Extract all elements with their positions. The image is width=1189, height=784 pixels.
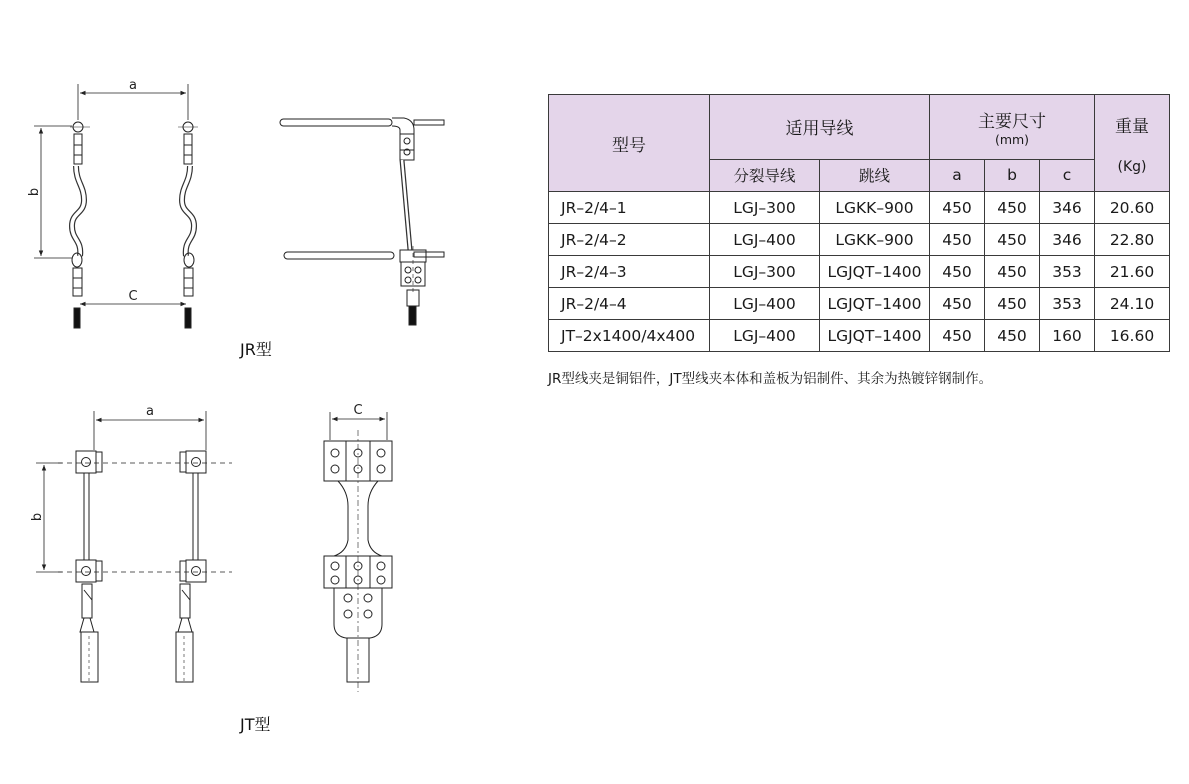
jr-dim-c-label: C (128, 289, 138, 304)
cell-split: LGJ–300 (710, 256, 820, 288)
table-row (549, 192, 1170, 224)
jt-front-view (36, 411, 232, 682)
cell-b: 450 (985, 256, 1040, 288)
jt-caption: JT型 (240, 715, 271, 734)
header-dim-a: a (930, 159, 985, 191)
cell-a: 450 (930, 192, 985, 224)
cell-model: JR–2/4–2 (549, 224, 710, 256)
header-dimensions-unit: (mm) (994, 131, 1030, 147)
cell-c: 346 (1040, 224, 1095, 256)
jr-front-view (34, 84, 198, 328)
cell-b: 450 (985, 320, 1040, 352)
jt-dim-c-label: C (353, 403, 363, 418)
header-dimensions: 主要尺寸 (mm) (930, 95, 1095, 160)
material-note: JR型线夹是铜铝件，JT型线夹本体和盖板为铝制件、其余为热镀锌钢制作。 (548, 371, 993, 387)
jr-dim-a-label: a (129, 78, 137, 93)
cell-model: JR–2/4–3 (549, 256, 710, 288)
header-weight-unit: (Kg) (1117, 158, 1147, 175)
cell-c: 160 (1040, 320, 1095, 352)
cell-c: 353 (1040, 288, 1095, 320)
cell-split: LGJ–400 (710, 288, 820, 320)
cell-jumper: LGKK–900 (820, 192, 930, 224)
cell-c: 346 (1040, 192, 1095, 224)
header-weight: 重量 (Kg) (1095, 95, 1170, 192)
jt-side-view (324, 412, 392, 692)
header-conductor: 适用导线 (710, 95, 930, 160)
cell-c: 353 (1040, 256, 1095, 288)
header-jumper: 跳线 (820, 159, 930, 191)
cell-weight: 21.60 (1095, 256, 1170, 288)
table-row (549, 288, 1170, 320)
cell-weight: 16.60 (1095, 320, 1170, 352)
header-model: 型号 (549, 95, 710, 192)
jr-caption: JR型 (240, 340, 272, 359)
table-row (549, 320, 1170, 352)
cell-weight: 22.80 (1095, 224, 1170, 256)
cell-split: LGJ–400 (710, 224, 820, 256)
cell-b: 450 (985, 288, 1040, 320)
cell-split: LGJ–300 (710, 192, 820, 224)
cell-jumper: LGKK–900 (820, 224, 930, 256)
cell-weight: 24.10 (1095, 288, 1170, 320)
cell-model: JT–2x1400/4x400 (549, 320, 710, 352)
header-row-1 (549, 95, 1170, 160)
cell-weight: 20.60 (1095, 192, 1170, 224)
cell-a: 450 (930, 256, 985, 288)
cell-model: JR–2/4–4 (549, 288, 710, 320)
spec-table (548, 94, 1170, 352)
cell-b: 450 (985, 192, 1040, 224)
cell-split: LGJ–400 (710, 320, 820, 352)
table-row (549, 224, 1170, 256)
header-dim-c: c (1040, 159, 1095, 191)
jr-dim-b-label: b (27, 187, 42, 197)
cell-a: 450 (930, 320, 985, 352)
jt-dim-a-label: a (146, 404, 154, 419)
cell-b: 450 (985, 224, 1040, 256)
cell-jumper: LGJQT–1400 (820, 256, 930, 288)
jt-dim-b-label: b (30, 512, 45, 522)
cell-jumper: LGJQT–1400 (820, 288, 930, 320)
cell-a: 450 (930, 224, 985, 256)
cell-model: JR–2/4–1 (549, 192, 710, 224)
header-dim-b: b (985, 159, 1040, 191)
jr-side-view (280, 118, 444, 325)
table-row (549, 256, 1170, 288)
cell-a: 450 (930, 288, 985, 320)
cell-jumper: LGJQT–1400 (820, 320, 930, 352)
header-split-conductor: 分裂导线 (710, 159, 820, 191)
